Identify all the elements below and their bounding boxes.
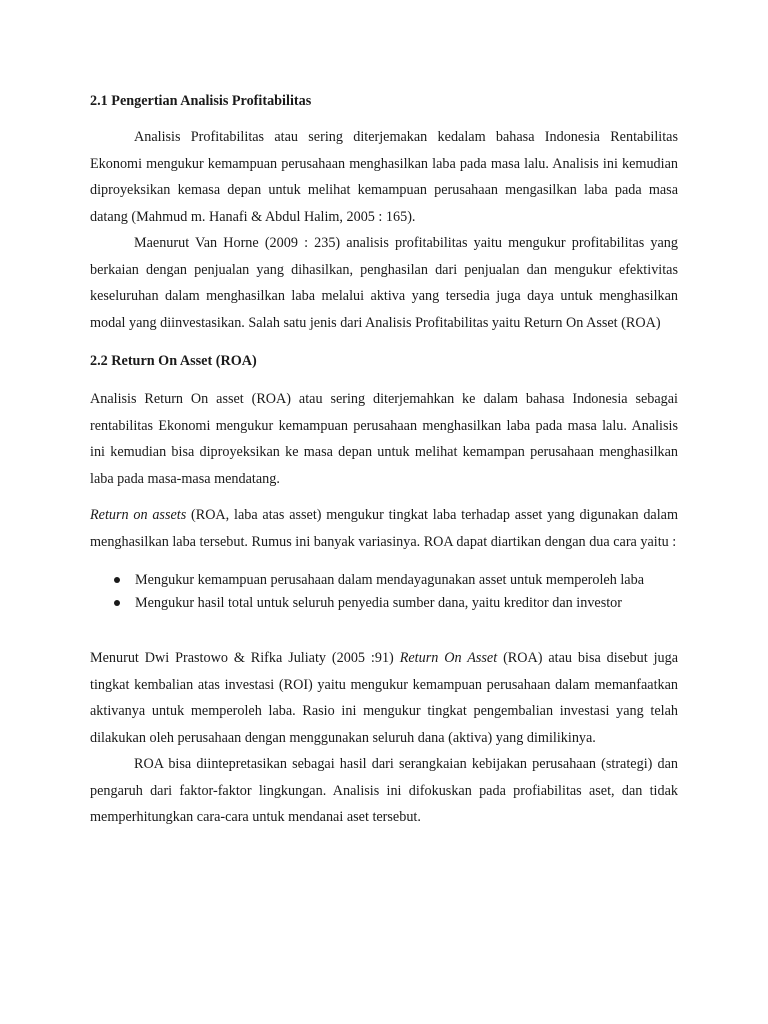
roa-meaning-list (90, 569, 678, 615)
paragraph-roa-definition: Analisis Return On asset (ROA) atau sering diterjemahkan ke dalam bahasa Indonesia sebagai rentabilitas Ekonomi mengukur kemampuan perusahaan menghasilkan laba pada masa lalu. Analisis ini kemudian bisa diproyeksikan ke masa depan untuk melihat kemampan perusahaan menghasilkan laba pada masa-masa mendatang. (90, 391, 678, 487)
paragraph-prastowo-text: (ROA) atau bisa disebut juga tingkat kembalian atas investasi (ROI) yaitu mengukur kemampuan perusahaan dalam memanfaatkan aktivanya untuk memperoleh laba. Rasio ini mengukur tingkat pengembalian investasi yang telah dilakukan oleh perusahaan dengan menggunakan seluruh dana (aktiva) yang dimilikinya. (90, 650, 678, 746)
bullet-icon (114, 577, 120, 583)
list-item-text: Mengukur kemampuan perusahaan dalam mendayagunakan asset untuk memperoleh laba (135, 572, 644, 588)
paragraph-prastowo-intro: Menurut Dwi Prastowo & Rifka Juliaty (2005 :91) (90, 650, 400, 666)
term-return-on-assets: Return on assets (90, 507, 187, 523)
document-body (90, 88, 678, 831)
list-item-text: Mengukur hasil total untuk seluruh penyedia sumber dana, yaitu kreditor dan investor (135, 595, 622, 611)
paragraph-prastowo (90, 645, 678, 751)
paragraph-roa-formula-text: (ROA, laba atas asset) mengukur tingkat laba terhadap asset yang digunakan dalam menghasilkan laba tersebut. Rumus ini banyak variasinya. ROA dapat diartikan dengan dua cara yaitu : (90, 507, 678, 550)
paragraph-van-horne: Maenurut Van Horne (2009 : 235) analisis profitabilitas yaitu mengukur profitabilitas yang berkaian dengan penjualan yang dihasilkan, penghasilan dari penjualan dan mengukur efektivitas keseluruhan dalam menghasilkan laba melalui aktiva yang tersedia juga daya untuk menghasilkan modal yang diinvestasikan. Salah satu jenis dari Analisis Profitabilitas yaitu Return On Asset (ROA) (90, 235, 678, 331)
section-heading-2-1: 2.1 Pengertian Analisis Profitabilitas (90, 93, 312, 109)
list-item (90, 569, 678, 592)
list-item (90, 592, 678, 615)
paragraph-roa-interpretation: ROA bisa diintepretasikan sebagai hasil dari serangkaian kebijakan perusahaan (strategi) dan pengaruh dari faktor-faktor lingkungan. Analisis ini difokuskan pada profiabilitas aset, dan tidak memperhitungkan cara-cara untuk mendanai aset tersebut. (90, 756, 678, 825)
bullet-icon (114, 600, 120, 606)
section-heading-2-2: 2.2 Return On Asset (ROA) (90, 353, 257, 369)
term-return-on-asset: Return On Asset (399, 650, 498, 666)
paragraph-roa-formula (90, 502, 678, 555)
paragraph-profitabilitas-definition: Analisis Profitabilitas atau sering diterjemakan kedalam bahasa Indonesia Rentabilitas Ekonomi mengukur kemampuan perusahaan menghasilkan laba pada masa lalu. Analisis ini kemudian diproyeksikan kemasa depan untuk melihat kemampuan perusahaan mengasilkan laba pada masa datang (Mahmud m. Hanafi & Abdul Halim, 2005 : 165). (90, 129, 678, 225)
